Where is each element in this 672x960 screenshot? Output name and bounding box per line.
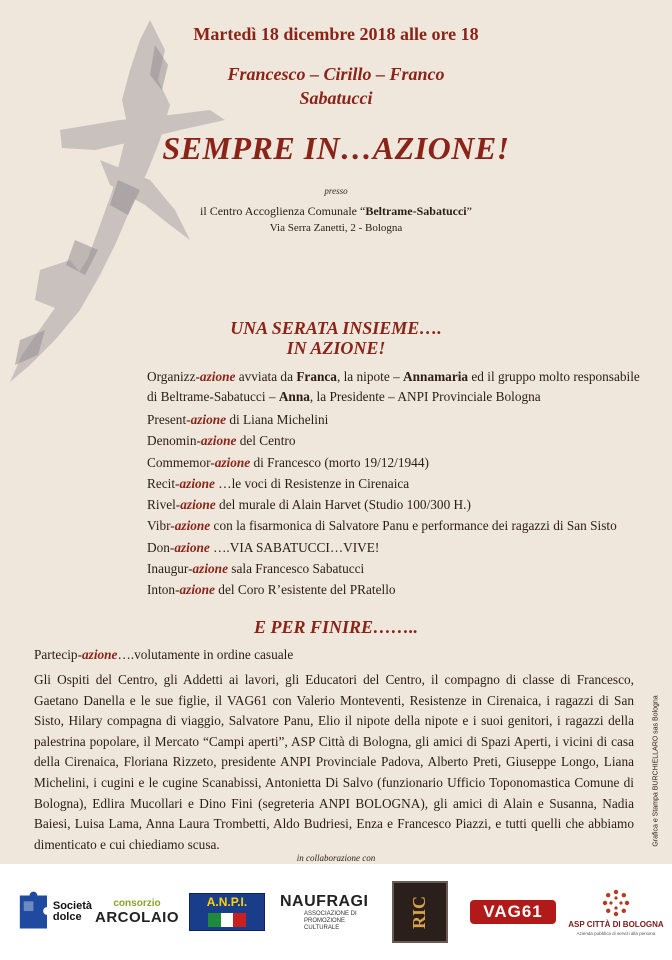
item-prefix: Inaugur- [147, 561, 193, 577]
logo-text: A.N.P.I. [206, 895, 248, 909]
venue-name: Beltrame-Sabatucci [365, 204, 467, 218]
collaboration-label: in collaborazione con [296, 853, 376, 863]
venue-address: Via Serra Zanetti, 2 - Bologna [269, 222, 403, 234]
item-prefix: Inton- [147, 582, 180, 598]
program-item [147, 409, 647, 430]
logo-arcolaio [96, 864, 178, 960]
item-text: del Coro R’esistente del PRatello [214, 582, 396, 598]
ric-badge [392, 881, 448, 943]
section-title-line: IN AZIONE! [286, 338, 386, 358]
partecip-line [34, 647, 634, 663]
item-bold: Annamaria [403, 369, 469, 384]
asp-dots-icon [602, 889, 630, 917]
logo-ric [390, 864, 450, 960]
logo-text [53, 901, 92, 923]
item-text: di Francesco (morto 19/12/1944) [250, 454, 429, 470]
honored-names [0, 62, 672, 110]
item-keyword: azione [180, 497, 216, 513]
item-text: di Liana Michelini [226, 412, 329, 427]
program-item [147, 537, 647, 558]
item-keyword: azione [179, 582, 215, 598]
item-text: ed il gruppo molto responsabile di Beltrame-Sabatucci – [147, 369, 640, 404]
logo-text: consorzio [113, 898, 161, 909]
item-text: , la Presidente – ANPI Provinciale Bologna [309, 389, 541, 404]
logo-text-line: Società [52, 900, 92, 912]
program-item [147, 515, 647, 536]
logo-subtext: Azienda pubblica di servizi alla persona [576, 930, 656, 936]
item-bold: Franca [296, 369, 337, 384]
item-keyword: azione [214, 454, 251, 470]
item-prefix: Vibr- [147, 518, 175, 534]
item-text: del Centro [236, 433, 296, 449]
logo-subtext: ASSOCIAZIONE DI PROMOZIONE CULTURALE [304, 910, 357, 931]
venue-prefix: il Centro Accoglienza Comunale “ [200, 204, 366, 218]
item-text: avviata da [235, 369, 297, 384]
section-title-serata [0, 318, 672, 358]
logo-anpi [188, 864, 266, 960]
program-item [147, 579, 647, 600]
program-item [147, 367, 647, 407]
print-credit [649, 695, 663, 847]
item-text: , la nipote – [336, 369, 404, 384]
logo-text: ASP CITTÀ DI BOLOGNA [568, 919, 664, 929]
item-keyword: azione [200, 433, 237, 449]
event-headline: SEMPRE IN…AZIONE! [162, 130, 510, 166]
logo-asp-bologna [568, 864, 664, 960]
section-title-finire: E PER FINIRE…….. [253, 617, 419, 637]
logo-text-line: dolce [52, 911, 82, 923]
item-keyword: azione [174, 518, 211, 534]
item-prefix: Don- [147, 539, 175, 555]
item-prefix: Recit- [147, 475, 180, 491]
italian-flag-icon [208, 913, 246, 927]
item-keyword: azione [199, 369, 236, 384]
partecip-keyword: azione [82, 647, 118, 662]
section-title-line: UNA SERATA INSIEME…. [230, 318, 442, 338]
item-keyword: azione [174, 539, 210, 555]
venue-suffix: ” [466, 204, 472, 218]
partecip-prefix: Partecip- [34, 647, 82, 662]
presso-label: presso [324, 186, 348, 196]
item-bold: Anna [278, 389, 310, 404]
partecip-text: ….volutamente in ordine casuale [117, 647, 294, 662]
program-item [147, 452, 647, 473]
item-prefix: Commemor- [147, 454, 215, 470]
program-item [147, 430, 647, 451]
item-keyword: azione [190, 412, 227, 427]
item-prefix: Present- [147, 412, 191, 427]
item-text: ….VIA SABATUCCI…VIVE! [209, 539, 380, 555]
item-text: sala Francesco Sabatucci [227, 561, 365, 577]
program-item [147, 558, 647, 579]
logo-vag61 [468, 864, 558, 960]
logo-naufragi [280, 864, 378, 960]
anpi-badge [189, 893, 265, 931]
partner-logos [0, 864, 672, 960]
item-keyword: azione [192, 561, 228, 577]
item-prefix: Organizz- [147, 369, 200, 384]
logo-text: NAUFRAGI [280, 892, 369, 910]
thanks-paragraph: Gli Ospiti del Centro, gli Addetti ai lavori, gli Educatori del Centro, il compagno di classe di Francesco, Gaetano Danella e le sue figlie, il VAG61 con Valerio Monteventi, Resistenze in Cirenaica, i ragazzi di San Sisto, Hilary compagna di viaggio, Salvatore Panu, Elio il nipote della nipote e i suoi genitori, i ragazzi della palestrina popolare, il Mercato “Campi aperti”, ASP Città di Bologna, gli amici di Spazi Aperti, i vicini di casa della Cirenaica, Floriana Rizzeto, presidente ANPI Provinciale Padova, Alberto Preti, Giuseppe Longo, Liana Michelini, i cugini e le cugine Scanabissi, Antonietta Di Salvo (funzionario Ufficio Toponomastica Comune di Bologna), Edlira Mucollari e Dino Fini (segreteria ANPI BOLOGNA), gli amici di Alain e Susanna, Nadia Baiesi, Luisa Lama, Anna Laura Trombetti, Aldo Budriesi, Enza e Francesco Piazzi, e tutti quelli che abbiamo dimenticato e cui chiediamo scusa. [34, 672, 634, 852]
logo-text: ARCOLAIO [95, 909, 179, 926]
venue [0, 204, 672, 219]
item-prefix: Rivel- [147, 497, 181, 513]
puzzle-icon [14, 889, 53, 935]
program-item [147, 494, 647, 515]
item-prefix: Denomin- [147, 433, 201, 449]
logo-societa-dolce [14, 864, 92, 960]
event-date: Martedì 18 dicembre 2018 alle ore 18 [193, 24, 479, 44]
print-credit-text: Grafica e Stampa BURCHIELLARO sas Bologna [652, 695, 660, 847]
item-keyword: azione [179, 475, 215, 491]
item-text: …le voci di Resistenze in Cirenaica [214, 475, 410, 491]
item-text: del murale di Alain Harvet (Studio 100/300 H.) [215, 497, 471, 513]
names-line: Sabatucci [299, 88, 373, 108]
names-line: Francesco – Cirillo – Franco [227, 64, 445, 84]
program-item [147, 473, 647, 494]
logo-text: VAG61 [470, 900, 556, 924]
program-list [147, 367, 647, 601]
item-text: con la fisarmonica di Salvatore Panu e performance dei ragazzi di San Sisto [210, 518, 617, 534]
logo-text: RIC [409, 895, 430, 929]
